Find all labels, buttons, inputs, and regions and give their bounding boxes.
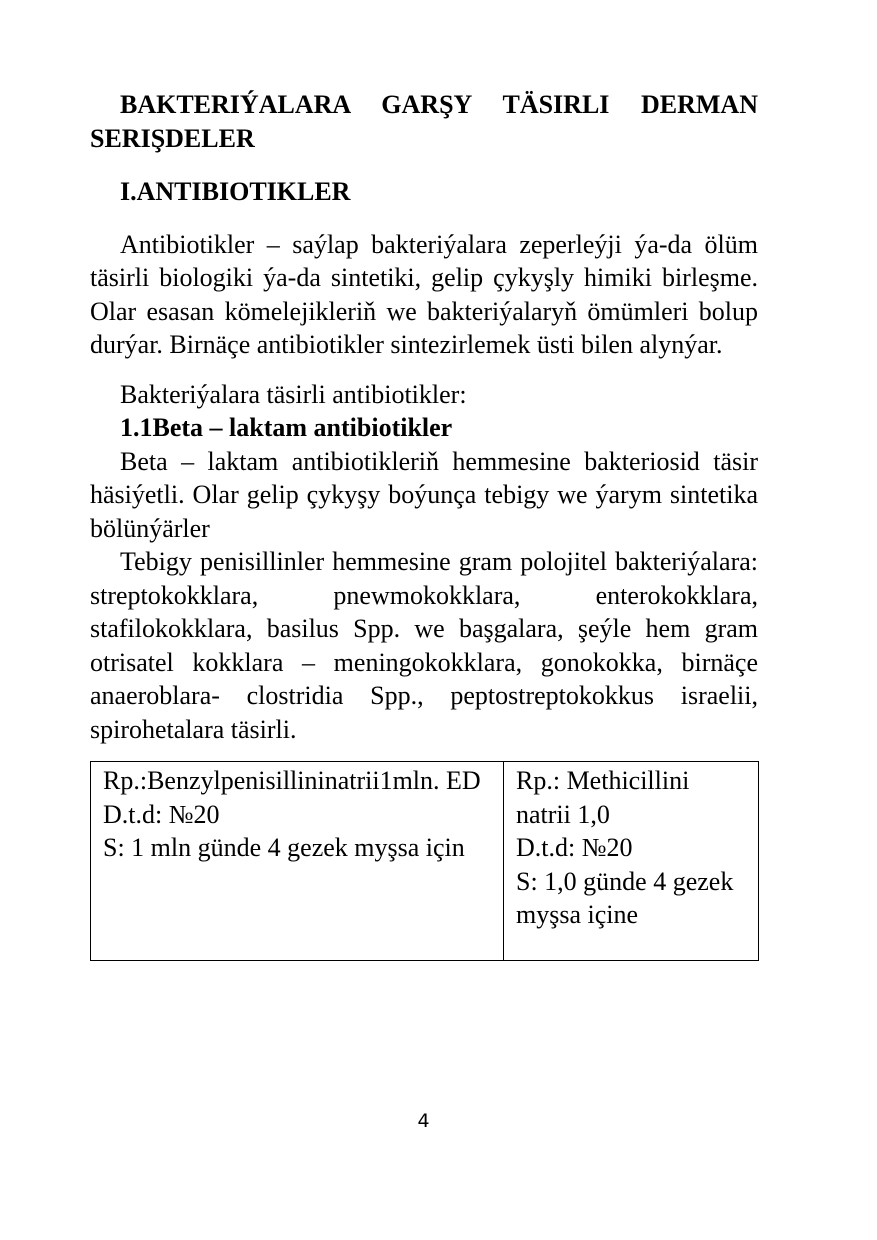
section-heading: I.ANTIBIOTIKLER — [120, 177, 351, 206]
definition-paragraph: Antibiotikler – saýlap bakteriýalara zeperleýji ýa-da ölüm täsirli biologiki ýa-da sintetiki, gelip çykyşly himiki birleşme. Olar esasan kömelejikleriň we bakteriýalaryň ömümleri bolup durýar. Birnäçe antibiotikler sintezirlemek üsti bilen alynýar. — [90, 229, 758, 359]
rx-dose-line: D.t.d: №20 — [103, 799, 220, 829]
beta-lactam-paragraph: Beta – laktam antibiotikleriň hemmesine bakteriosid täsir häsiýetli. Olar gelip çykyşy boýunça tebigy we ýarym sintetika bölünýärler — [90, 446, 758, 543]
penicillins-paragraph: Tebigy penisillinler hemmesine gram polojitel bakteriýalara: streptokokklara, pnewmokokklara, enterokokklara, stafilokokklara, basilus Spp. we başgalara, şeýle hem gram otrisatel kokklara – meningokokklara, gonokokka, birnäçe anaeroblara- clostridia Spp., peptostreptokokkus israelii, spirohetalara täsirli. — [90, 547, 758, 744]
document-page — [90, 88, 758, 961]
rx-recipe-line: Rp.: Methicillini natrii 1,0 — [516, 766, 690, 829]
page-number: 4 — [417, 1110, 430, 1132]
rx-signa-line: S: 1 mln günde 4 gezek myşsa için — [103, 833, 465, 862]
rx-signa-line: S: 1,0 günde 4 gezek myşsa içine — [516, 866, 734, 929]
document-title: BAKTERIÝALARA GARŞY TÄSIRLI DERMAN SERIŞDELER — [90, 90, 758, 153]
prescription-row — [91, 762, 759, 961]
prescription-cell-methicillin — [504, 762, 759, 961]
intro-paragraph: Bakteriýalara täsirli antibiotikler: — [120, 379, 467, 409]
prescription-table — [90, 761, 759, 961]
rx-recipe-line: Rp.:Benzylpenisillininatrii1mln. ED — [103, 766, 481, 795]
rx-dose-line: D.t.d: №20 — [516, 833, 633, 862]
subsection-heading: 1.1Beta – laktam antibiotikler — [120, 413, 453, 442]
prescription-cell-benzylpenicillin — [91, 762, 504, 961]
